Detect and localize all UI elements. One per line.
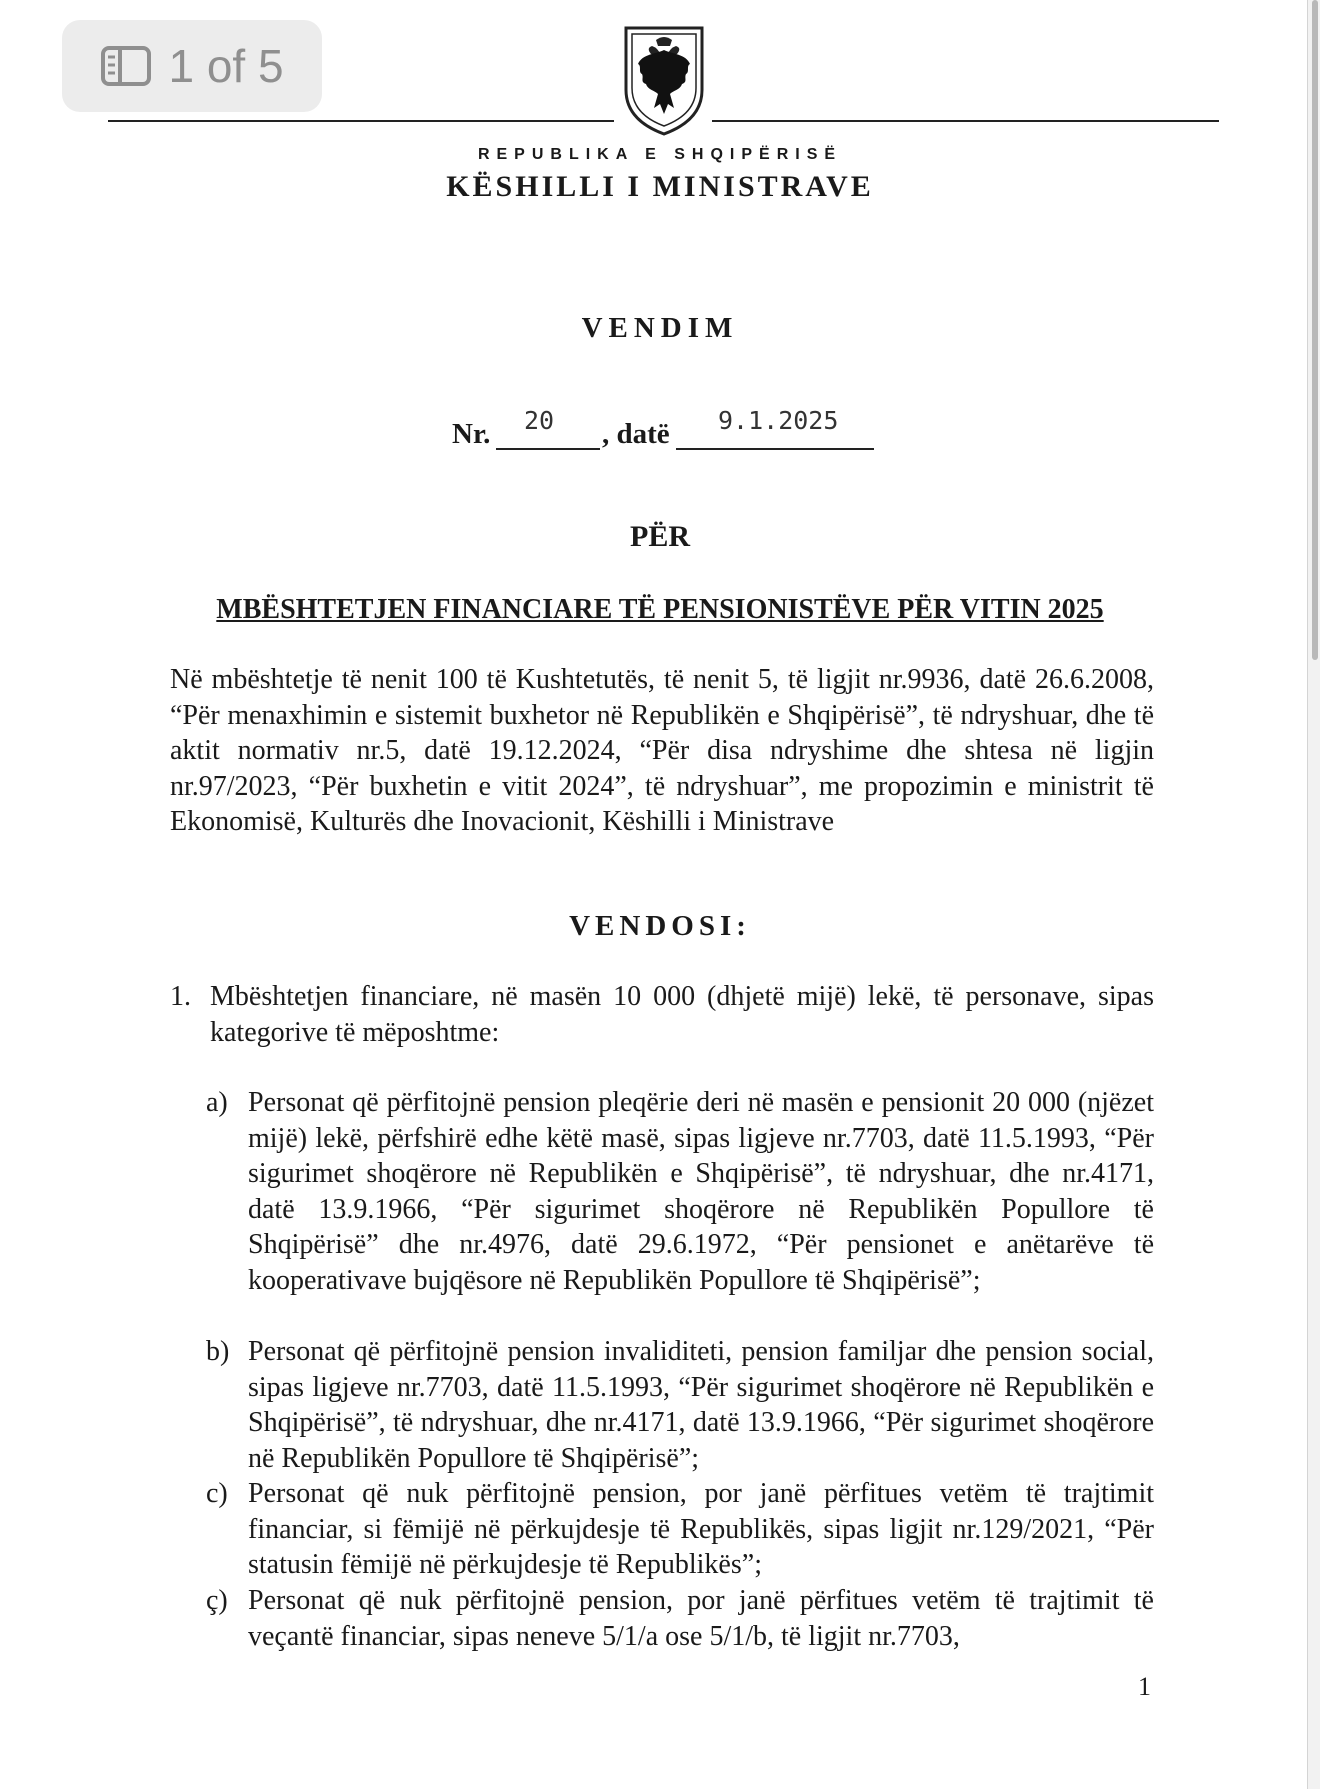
header-rule-right xyxy=(712,120,1219,122)
date-label: , datë xyxy=(602,418,670,450)
subitem-a xyxy=(206,1085,1154,1334)
sidebar-panel-icon[interactable] xyxy=(100,45,152,87)
coat-of-arms-icon xyxy=(618,20,710,138)
preamble-paragraph: Në mbështetje të nenit 100 të Kushtetutës, të nenit 5, të ligjit nr.9936, datë 26.6.2008, “Për menaxhimin e sistemit buxhetor në Republikën e Shqipërisë”, të ndryshuar, dhe të aktit normativ nr.5, datë 19.12.2024, “Për disa ndryshime dhe shtesa në ligjin nr.97/2023, “Për buxhetin e vitit 2024”, të ndryshuar”, me propozimin e ministrit të Ekonomisë, Kulturës dhe Inovacionit, Këshilli i Ministrave xyxy=(170,664,1154,837)
subitem-text: Personat që përfitojnë pension pleqërie deri në masën e pensionit 20 000 (njëzet mijë) lekë, përfshirë edhe këtë masë, sipas ligjeve nr.7703, datë 11.5.1993, “Për sigurimet shoqërore në Republikën e Shqipërisë”, të ndryshuar, dhe nr.4171, datë 13.9.1966, “Për sigurimet shoqërore në Republikën Popullore të Shqipërisë” dhe nr.4976, datë 29.6.1972, “Për pensionet e anëtarëve të kooperativave bujqësore në Republikën Popullore të Shqipërisë”; xyxy=(248,1087,1154,1296)
item-number: 1. xyxy=(170,981,191,1012)
page-number: 1 xyxy=(1138,1672,1151,1701)
list-item xyxy=(170,979,1154,1051)
date-blank xyxy=(676,448,874,450)
republic-heading: REPUBLIKA E SHQIPËRISË xyxy=(477,146,843,163)
number-date-line xyxy=(452,406,952,458)
decides-heading: VENDOSI: xyxy=(569,910,751,942)
nr-label: Nr. xyxy=(452,418,491,450)
subitem-c-cedilla xyxy=(206,1583,1154,1655)
nr-value: 20 xyxy=(524,406,555,435)
item-text: Mbështetjen financiare, në masën 10 000 (dhjetë mijë) lekë, të personave, sipas kategorive të mëposhtme: xyxy=(210,981,1154,1048)
subitem-text: Personat që nuk përfitojnë pension, por janë përfitues vetëm të trajtimit financiar, si fëmijë në përkujdesje të Republikës, sipas ligjit nr.129/2021, “Për statusin fëmijë në përkujdesje të Republikës”; xyxy=(248,1478,1154,1580)
header-rule-left xyxy=(108,120,614,122)
page-indicator-label: 1 of 5 xyxy=(168,40,284,92)
date-value: 9.1.2025 xyxy=(718,406,839,435)
nr-blank xyxy=(496,448,600,450)
subitem-c xyxy=(206,1476,1154,1583)
subitem-text: Personat që përfitojnë pension invaliditeti, pension familjar dhe pension social, sipas ligjeve nr.7703, datë 11.5.1993, “Për sigurimet shoqërore në Republikën e Shqipërisë”, të ndryshuar, dhe nr.4171, datë 13.9.1966, “Për sigurimet shoqërore në Republikën Popullore të Shqipërisë”; xyxy=(248,1336,1154,1474)
page-indicator[interactable] xyxy=(62,20,322,112)
document-type: VENDIM xyxy=(581,312,739,344)
subject-heading: MBËSHTETJEN FINANCIARE TË PENSIONISTËVE PËR VITIN 2025 xyxy=(216,594,1104,625)
subitem-label: a) xyxy=(206,1087,228,1118)
council-heading: KËSHILLI I MINISTRAVE xyxy=(446,170,874,203)
per-heading: PËR xyxy=(630,520,690,553)
subitem-b xyxy=(206,1334,1154,1476)
subitem-label: ç) xyxy=(206,1585,228,1616)
subitem-label: c) xyxy=(206,1478,228,1509)
subitem-label: b) xyxy=(206,1336,230,1367)
subitem-text: Personat që nuk përfitojnë pension, por janë përfitues vetëm të trajtimit të veçantë financiar, sipas neneve 5/1/a ose 5/1/b, të ligjit nr.7703, xyxy=(248,1585,1154,1652)
